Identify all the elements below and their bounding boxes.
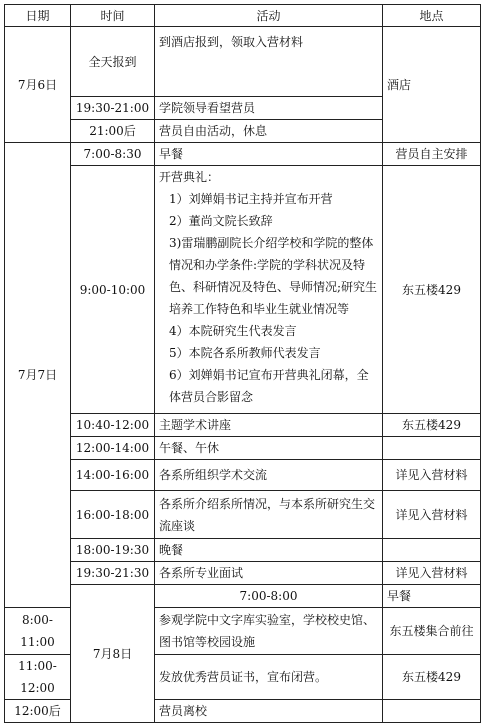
activity-cell: 各系所专业面试 (155, 562, 383, 585)
place-cell: 酒店 (383, 27, 481, 143)
header-activity: 活动 (155, 5, 383, 27)
table-row (5, 460, 481, 491)
activity-cell: 主题学术讲座 (155, 414, 383, 437)
time-cell: 9:00-10:00 (71, 166, 155, 414)
time-cell: 7:00-8:30 (71, 143, 155, 166)
time-cell: 12:00-14:00 (71, 437, 155, 460)
header-row (5, 5, 481, 27)
activity-cell: 营员离校 (155, 700, 383, 723)
activity-cell (155, 166, 383, 414)
table-row (5, 437, 481, 460)
time-cell: 14:00-16:00 (71, 460, 155, 491)
list-item: 1）刘婵娟书记主持并宣布开营 (169, 192, 333, 206)
table-row (5, 143, 481, 166)
header-time: 时间 (71, 5, 155, 27)
activity-cell: 各系所组织学术交流 (155, 460, 383, 491)
place-cell (383, 437, 481, 460)
place-cell: 详见入营材料 (383, 562, 481, 585)
activity-cell: 参观学院中文字库实验室，学校校史馆、图书馆等校园设施 (155, 608, 383, 655)
activity-cell: 营员自由活动，休息 (155, 120, 383, 143)
place-cell: 东五楼429 (383, 414, 481, 437)
date-cell: 7月6日 (5, 27, 71, 143)
time-cell: 12:00后 (5, 700, 71, 723)
list-item: 2）董尚文院长致辞 (169, 214, 273, 228)
place-cell: 东五楼集合前往 (383, 608, 481, 655)
place-cell: 营员自主安排 (383, 143, 481, 166)
place-cell: 详见入营材料 (383, 460, 481, 491)
time-cell: 16:00-18:00 (71, 491, 155, 539)
place-cell: 东五楼429 (383, 166, 481, 414)
activity-cell: 各系所介绍系所情况，与本系所研究生交流座谈 (155, 491, 383, 539)
time-cell: 21:00后 (71, 120, 155, 143)
table-row (5, 491, 481, 539)
date-cell: 7月7日 (5, 143, 71, 608)
table-row (5, 27, 481, 97)
time-cell: 10:40-12:00 (71, 414, 155, 437)
place-cell (383, 700, 481, 723)
place-cell: 东五楼429 (383, 655, 481, 700)
table-row (5, 539, 481, 562)
activity-cell: 到酒店报到，领取入营材料 (155, 27, 383, 97)
table-row (5, 585, 481, 608)
list-item: 6）刘婵娟书记宣布开营典礼闭幕，全体营员合影留念 (169, 368, 369, 404)
time-cell: 全天报到 (71, 27, 155, 97)
activity-cell: 早餐 (155, 143, 383, 166)
table-row (5, 414, 481, 437)
opening-title: 开营典礼： (159, 170, 220, 184)
table-row (5, 166, 481, 414)
activity-cell: 晚餐 (155, 539, 383, 562)
activity-cell: 午餐、午休 (155, 437, 383, 460)
header-place: 地点 (383, 5, 481, 27)
list-item: 5）本院各系所教师代表发言 (169, 346, 321, 360)
list-item: 3)雷瑞鹏副院长介绍学校和学院的整体情况和办学条件:学院的学科状况及特色、科研情况及特色、导师情况;研究生培养工作特色和毕业生就业情况等 (169, 236, 378, 316)
date-cell: 7月8日 (71, 585, 155, 723)
time-cell: 18:00-19:30 (71, 539, 155, 562)
place-cell: 详见入营材料 (383, 491, 481, 539)
time-cell: 11:00-12:00 (5, 655, 71, 700)
activity-cell: 发放优秀营员证书，宣布闭营。 (155, 655, 383, 700)
activity-cell: 学院领导看望营员 (155, 97, 383, 120)
activity-cell: 早餐 (383, 585, 481, 608)
header-date: 日期 (5, 5, 71, 27)
table-row (5, 562, 481, 585)
list-item: 4）本院研究生代表发言 (169, 324, 297, 338)
time-cell: 19:30-21:00 (71, 97, 155, 120)
place-cell (383, 539, 481, 562)
time-cell: 19:30-21:30 (71, 562, 155, 585)
schedule-table (4, 4, 481, 723)
time-cell: 8:00-11:00 (5, 608, 71, 655)
time-cell: 7:00-8:00 (155, 585, 383, 608)
